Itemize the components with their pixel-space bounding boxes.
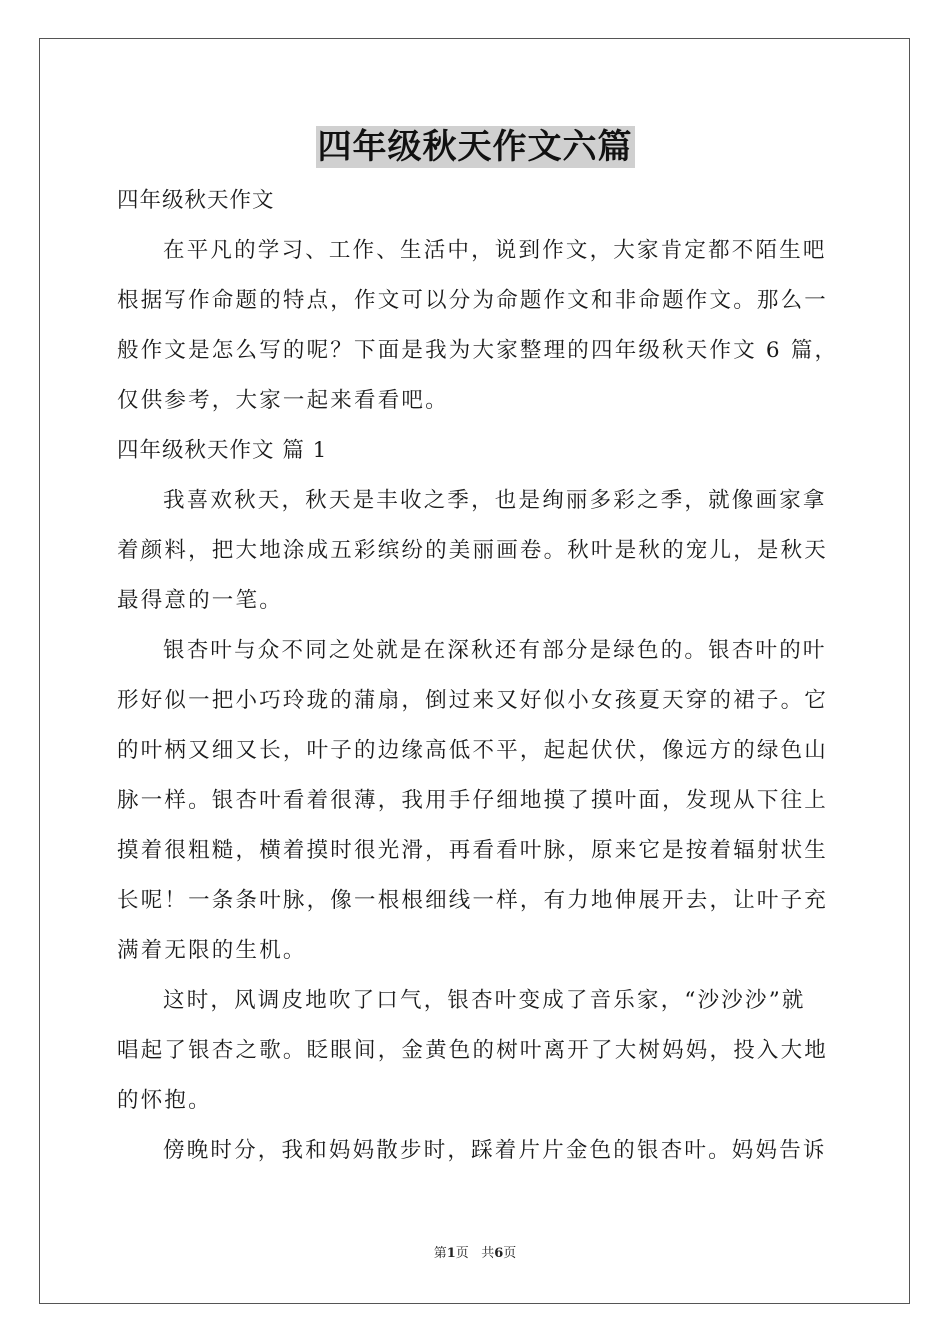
paragraph-line: 最得意的一笔。 xyxy=(117,588,283,613)
section-heading: 四年级秋天作文 篇 1 xyxy=(117,438,328,463)
page-number-suffix: 页 xyxy=(455,1246,469,1261)
title-container xyxy=(0,126,950,168)
total-pages-suffix: 页 xyxy=(503,1246,517,1261)
total-pages: 6 xyxy=(494,1246,504,1261)
paragraph-line: 这时，风调皮地吹了口气，银杏叶变成了音乐家，“沙沙沙”就 xyxy=(163,988,806,1013)
paragraph-line: 在平凡的学习、工作、生活中，说到作文，大家肯定都不陌生吧 xyxy=(163,238,827,263)
paragraph-line: 我喜欢秋天，秋天是丰收之季，也是绚丽多彩之季，就像画家拿 xyxy=(163,488,827,513)
page-number-prefix: 第 xyxy=(433,1246,447,1261)
paragraph-line: 形好似一把小巧玲珑的蒲扇，倒过来又好似小女孩夏天穿的裙子。它 xyxy=(117,688,829,713)
document-body xyxy=(117,176,839,1176)
paragraph-line: 傍晚时分，我和妈妈散步时，踩着片片金色的银杏叶。妈妈告诉 xyxy=(163,1138,827,1163)
paragraph-line: 般作文是怎么写的呢？下面是我为大家整理的四年级秋天作文 6 篇， xyxy=(117,338,839,363)
paragraph-line: 满着无限的生机。 xyxy=(117,938,307,963)
paragraph-line: 长呢！一条条叶脉，像一根根细线一样，有力地伸展开去，让叶子充 xyxy=(117,888,829,913)
paragraph-line: 唱起了银杏之歌。眨眼间，金黄色的树叶离开了大树妈妈，投入大地 xyxy=(117,1038,829,1063)
paragraph-line: 的叶柄又细又长，叶子的边缘高低不平，起起伏伏，像远方的绿色山 xyxy=(117,738,829,763)
total-pages-prefix: 共 xyxy=(481,1246,495,1261)
document-title: 四年级秋天作文六篇 xyxy=(317,127,633,167)
paragraph-line: 的怀抱。 xyxy=(117,1088,212,1113)
paragraph-line: 根据写作命题的特点，作文可以分为命题作文和非命题作文。那么一 xyxy=(117,288,829,313)
page-footer xyxy=(0,1244,950,1264)
paragraph-line: 仅供参考，大家一起来看看吧。 xyxy=(117,388,449,413)
section-heading: 四年级秋天作文 xyxy=(117,188,275,213)
paragraph-line: 摸着很粗糙，横着摸时很光滑，再看看叶脉，原来它是按着辐射状生 xyxy=(117,838,829,863)
page-number: 1 xyxy=(446,1246,456,1261)
paragraph-line: 银杏叶与众不同之处就是在深秋还有部分是绿色的。银杏叶的叶 xyxy=(163,638,827,663)
paragraph-line: 脉一样。银杏叶看着很薄，我用手仔细地摸了摸叶面，发现从下往上 xyxy=(117,788,829,813)
paragraph-line: 着颜料，把大地涂成五彩缤纷的美丽画卷。秋叶是秋的宠儿，是秋天 xyxy=(117,538,829,563)
